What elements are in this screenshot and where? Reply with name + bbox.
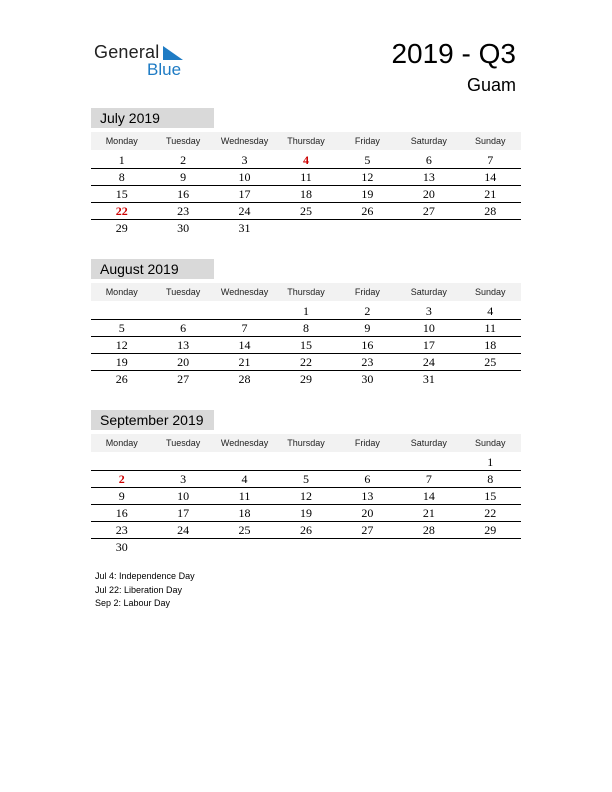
day-cell: 13: [422, 170, 435, 184]
week-row: [91, 522, 521, 539]
weeks-grid: [91, 303, 521, 387]
day-cell: 28: [422, 523, 435, 537]
month-block-july: [91, 108, 521, 236]
day-cell: 25: [299, 204, 312, 218]
weekday-header-row: [91, 434, 521, 452]
week-row: [91, 220, 521, 236]
week-row: [91, 505, 521, 522]
week-row: [91, 186, 521, 203]
day-cell: 27: [422, 204, 435, 218]
empty-day-cell: [337, 220, 398, 236]
holiday-day-cell: 4: [302, 153, 309, 167]
empty-day-cell: [398, 539, 459, 555]
holiday-note: Jul 4: Independence Day: [95, 571, 195, 581]
day-cell: 6: [180, 321, 187, 335]
weekday-label: Thursday: [287, 136, 325, 146]
day-cell: 19: [115, 355, 128, 369]
day-cell: 16: [177, 187, 190, 201]
weeks-grid: [91, 152, 521, 236]
empty-day-cell: [275, 539, 336, 555]
day-cell: 2: [364, 304, 371, 318]
month-label: September 2019: [91, 410, 214, 430]
empty-day-cell: [398, 454, 459, 470]
day-cell: 6: [364, 472, 371, 486]
day-cell: 1: [302, 304, 309, 318]
week-row: [91, 488, 521, 505]
day-cell: 14: [422, 489, 435, 503]
page-title: 2019 - Q3: [391, 38, 516, 69]
week-row: [91, 539, 521, 555]
weekday-label: Friday: [354, 136, 380, 146]
weekday-label: Sunday: [474, 287, 506, 297]
day-cell: 12: [115, 338, 128, 352]
week-row: [91, 169, 521, 186]
holiday-day-cell: 2: [118, 472, 125, 486]
empty-day-cell: [214, 303, 275, 319]
week-row: [91, 354, 521, 371]
day-cell: 10: [177, 489, 190, 503]
day-cell: 27: [177, 372, 190, 386]
day-cell: 12: [299, 489, 312, 503]
weekday-label: Wednesday: [220, 438, 269, 448]
day-cell: 9: [180, 170, 187, 184]
week-row: [91, 203, 521, 220]
day-cell: 14: [484, 170, 497, 184]
day-cell: 10: [422, 321, 435, 335]
weeks-grid: [91, 454, 521, 555]
day-cell: 3: [425, 304, 432, 318]
weekday-label: Tuesday: [166, 287, 201, 297]
day-cell: 25: [484, 355, 497, 369]
day-cell: 12: [361, 170, 374, 184]
day-cell: 24: [177, 523, 190, 537]
day-cell: 19: [299, 506, 312, 520]
day-cell: 17: [177, 506, 190, 520]
empty-day-cell: [460, 371, 521, 387]
empty-day-cell: [214, 539, 275, 555]
day-cell: 13: [361, 489, 374, 503]
weekday-label: Friday: [354, 287, 380, 297]
weekday-label: Saturday: [410, 438, 447, 448]
empty-day-cell: [337, 539, 398, 555]
week-row: [91, 454, 521, 471]
day-cell: 15: [484, 489, 497, 503]
empty-day-cell: [152, 539, 213, 555]
day-cell: 3: [241, 153, 248, 167]
empty-day-cell: [152, 454, 213, 470]
empty-day-cell: [152, 303, 213, 319]
week-row: [91, 471, 521, 488]
country-name: Guam: [466, 75, 516, 95]
empty-day-cell: [275, 454, 336, 470]
weekday-label: Monday: [105, 287, 138, 297]
logo: [94, 42, 194, 82]
week-row: [91, 152, 521, 169]
day-cell: 30: [361, 372, 374, 386]
weekday-label: Thursday: [287, 287, 325, 297]
weekday-label: Saturday: [410, 136, 447, 146]
day-cell: 16: [361, 338, 374, 352]
day-cell: 9: [364, 321, 371, 335]
logo-blue-text: Blue: [147, 60, 182, 79]
day-cell: 22: [484, 506, 497, 520]
day-cell: 15: [115, 187, 128, 201]
day-cell: 8: [487, 472, 494, 486]
day-cell: 19: [361, 187, 374, 201]
empty-day-cell: [275, 220, 336, 236]
empty-day-cell: [91, 454, 152, 470]
day-cell: 11: [300, 170, 312, 184]
day-cell: 20: [361, 506, 374, 520]
day-cell: 1: [118, 153, 125, 167]
day-cell: 27: [361, 523, 374, 537]
day-cell: 10: [238, 170, 251, 184]
day-cell: 6: [425, 153, 432, 167]
weekday-label: Monday: [105, 136, 138, 146]
weekday-label: Friday: [354, 438, 380, 448]
empty-day-cell: [337, 454, 398, 470]
week-row: [91, 371, 521, 387]
holiday-note: Jul 22: Liberation Day: [95, 584, 183, 595]
day-cell: 29: [484, 523, 497, 537]
day-cell: 17: [422, 338, 435, 352]
day-cell: 26: [299, 523, 312, 537]
weekday-label: Saturday: [410, 287, 447, 297]
day-cell: 20: [177, 355, 190, 369]
day-cell: 2: [180, 153, 187, 167]
day-cell: 21: [238, 355, 251, 369]
logo-triangle-icon: [163, 46, 183, 60]
month-label: August 2019: [91, 259, 214, 279]
day-cell: 30: [177, 221, 190, 235]
week-row: [91, 320, 521, 337]
day-cell: 26: [361, 204, 374, 218]
day-cell: 31: [422, 372, 435, 386]
day-cell: 28: [238, 372, 251, 386]
day-cell: 31: [238, 221, 251, 235]
day-cell: 8: [118, 170, 125, 184]
day-cell: 23: [361, 355, 374, 369]
day-cell: 18: [299, 187, 312, 201]
day-cell: 8: [302, 321, 309, 335]
weekday-label: Wednesday: [220, 287, 269, 297]
day-cell: 4: [241, 472, 248, 486]
day-cell: 7: [487, 153, 494, 167]
weekday-label: Monday: [105, 438, 138, 448]
day-cell: 22: [299, 355, 312, 369]
day-cell: 11: [238, 489, 251, 503]
day-cell: 21: [422, 506, 435, 520]
day-cell: 5: [118, 321, 125, 335]
day-cell: 1: [487, 455, 494, 469]
week-row: [91, 303, 521, 320]
day-cell: 24: [238, 204, 251, 218]
day-cell: 18: [484, 338, 497, 352]
day-cell: 9: [118, 489, 125, 503]
weekday-label: Tuesday: [166, 438, 201, 448]
day-cell: 29: [115, 221, 128, 235]
weekday-header-row: [91, 132, 521, 150]
weekday-label: Sunday: [474, 136, 506, 146]
month-block-august: [91, 259, 521, 387]
day-cell: 23: [177, 204, 190, 218]
month-block-september: [91, 410, 521, 555]
day-cell: 18: [238, 506, 251, 520]
day-cell: 5: [302, 472, 309, 486]
weekday-label: Tuesday: [166, 136, 201, 146]
month-label: July 2019: [91, 108, 214, 128]
weekday-label: Sunday: [474, 438, 506, 448]
day-cell: 23: [115, 523, 128, 537]
holiday-note: Sep 2: Labour Day: [95, 598, 171, 608]
day-cell: 26: [115, 372, 128, 386]
day-cell: 13: [177, 338, 190, 352]
day-cell: 15: [299, 338, 312, 352]
logo-general-text: General: [94, 42, 160, 62]
weekday-header-row: [91, 283, 521, 301]
empty-day-cell: [460, 220, 521, 236]
day-cell: 5: [364, 153, 371, 167]
weekday-label: Wednesday: [220, 136, 269, 146]
day-cell: 30: [115, 540, 128, 554]
day-cell: 7: [425, 472, 432, 486]
day-cell: 20: [422, 187, 435, 201]
empty-day-cell: [398, 220, 459, 236]
day-cell: 16: [115, 506, 128, 520]
empty-day-cell: [91, 303, 152, 319]
weekday-label: Thursday: [287, 438, 325, 448]
day-cell: 14: [238, 338, 251, 352]
day-cell: 3: [180, 472, 187, 486]
day-cell: 29: [299, 372, 312, 386]
day-cell: 24: [422, 355, 435, 369]
holiday-day-cell: 22: [115, 204, 128, 218]
day-cell: 4: [487, 304, 494, 318]
day-cell: 7: [241, 321, 248, 335]
day-cell: 25: [238, 523, 251, 537]
day-cell: 21: [484, 187, 497, 201]
empty-day-cell: [214, 454, 275, 470]
empty-day-cell: [460, 539, 521, 555]
day-cell: 28: [484, 204, 497, 218]
holiday-notes: [95, 570, 195, 611]
day-cell: 11: [484, 321, 497, 335]
day-cell: 17: [238, 187, 251, 201]
week-row: [91, 337, 521, 354]
